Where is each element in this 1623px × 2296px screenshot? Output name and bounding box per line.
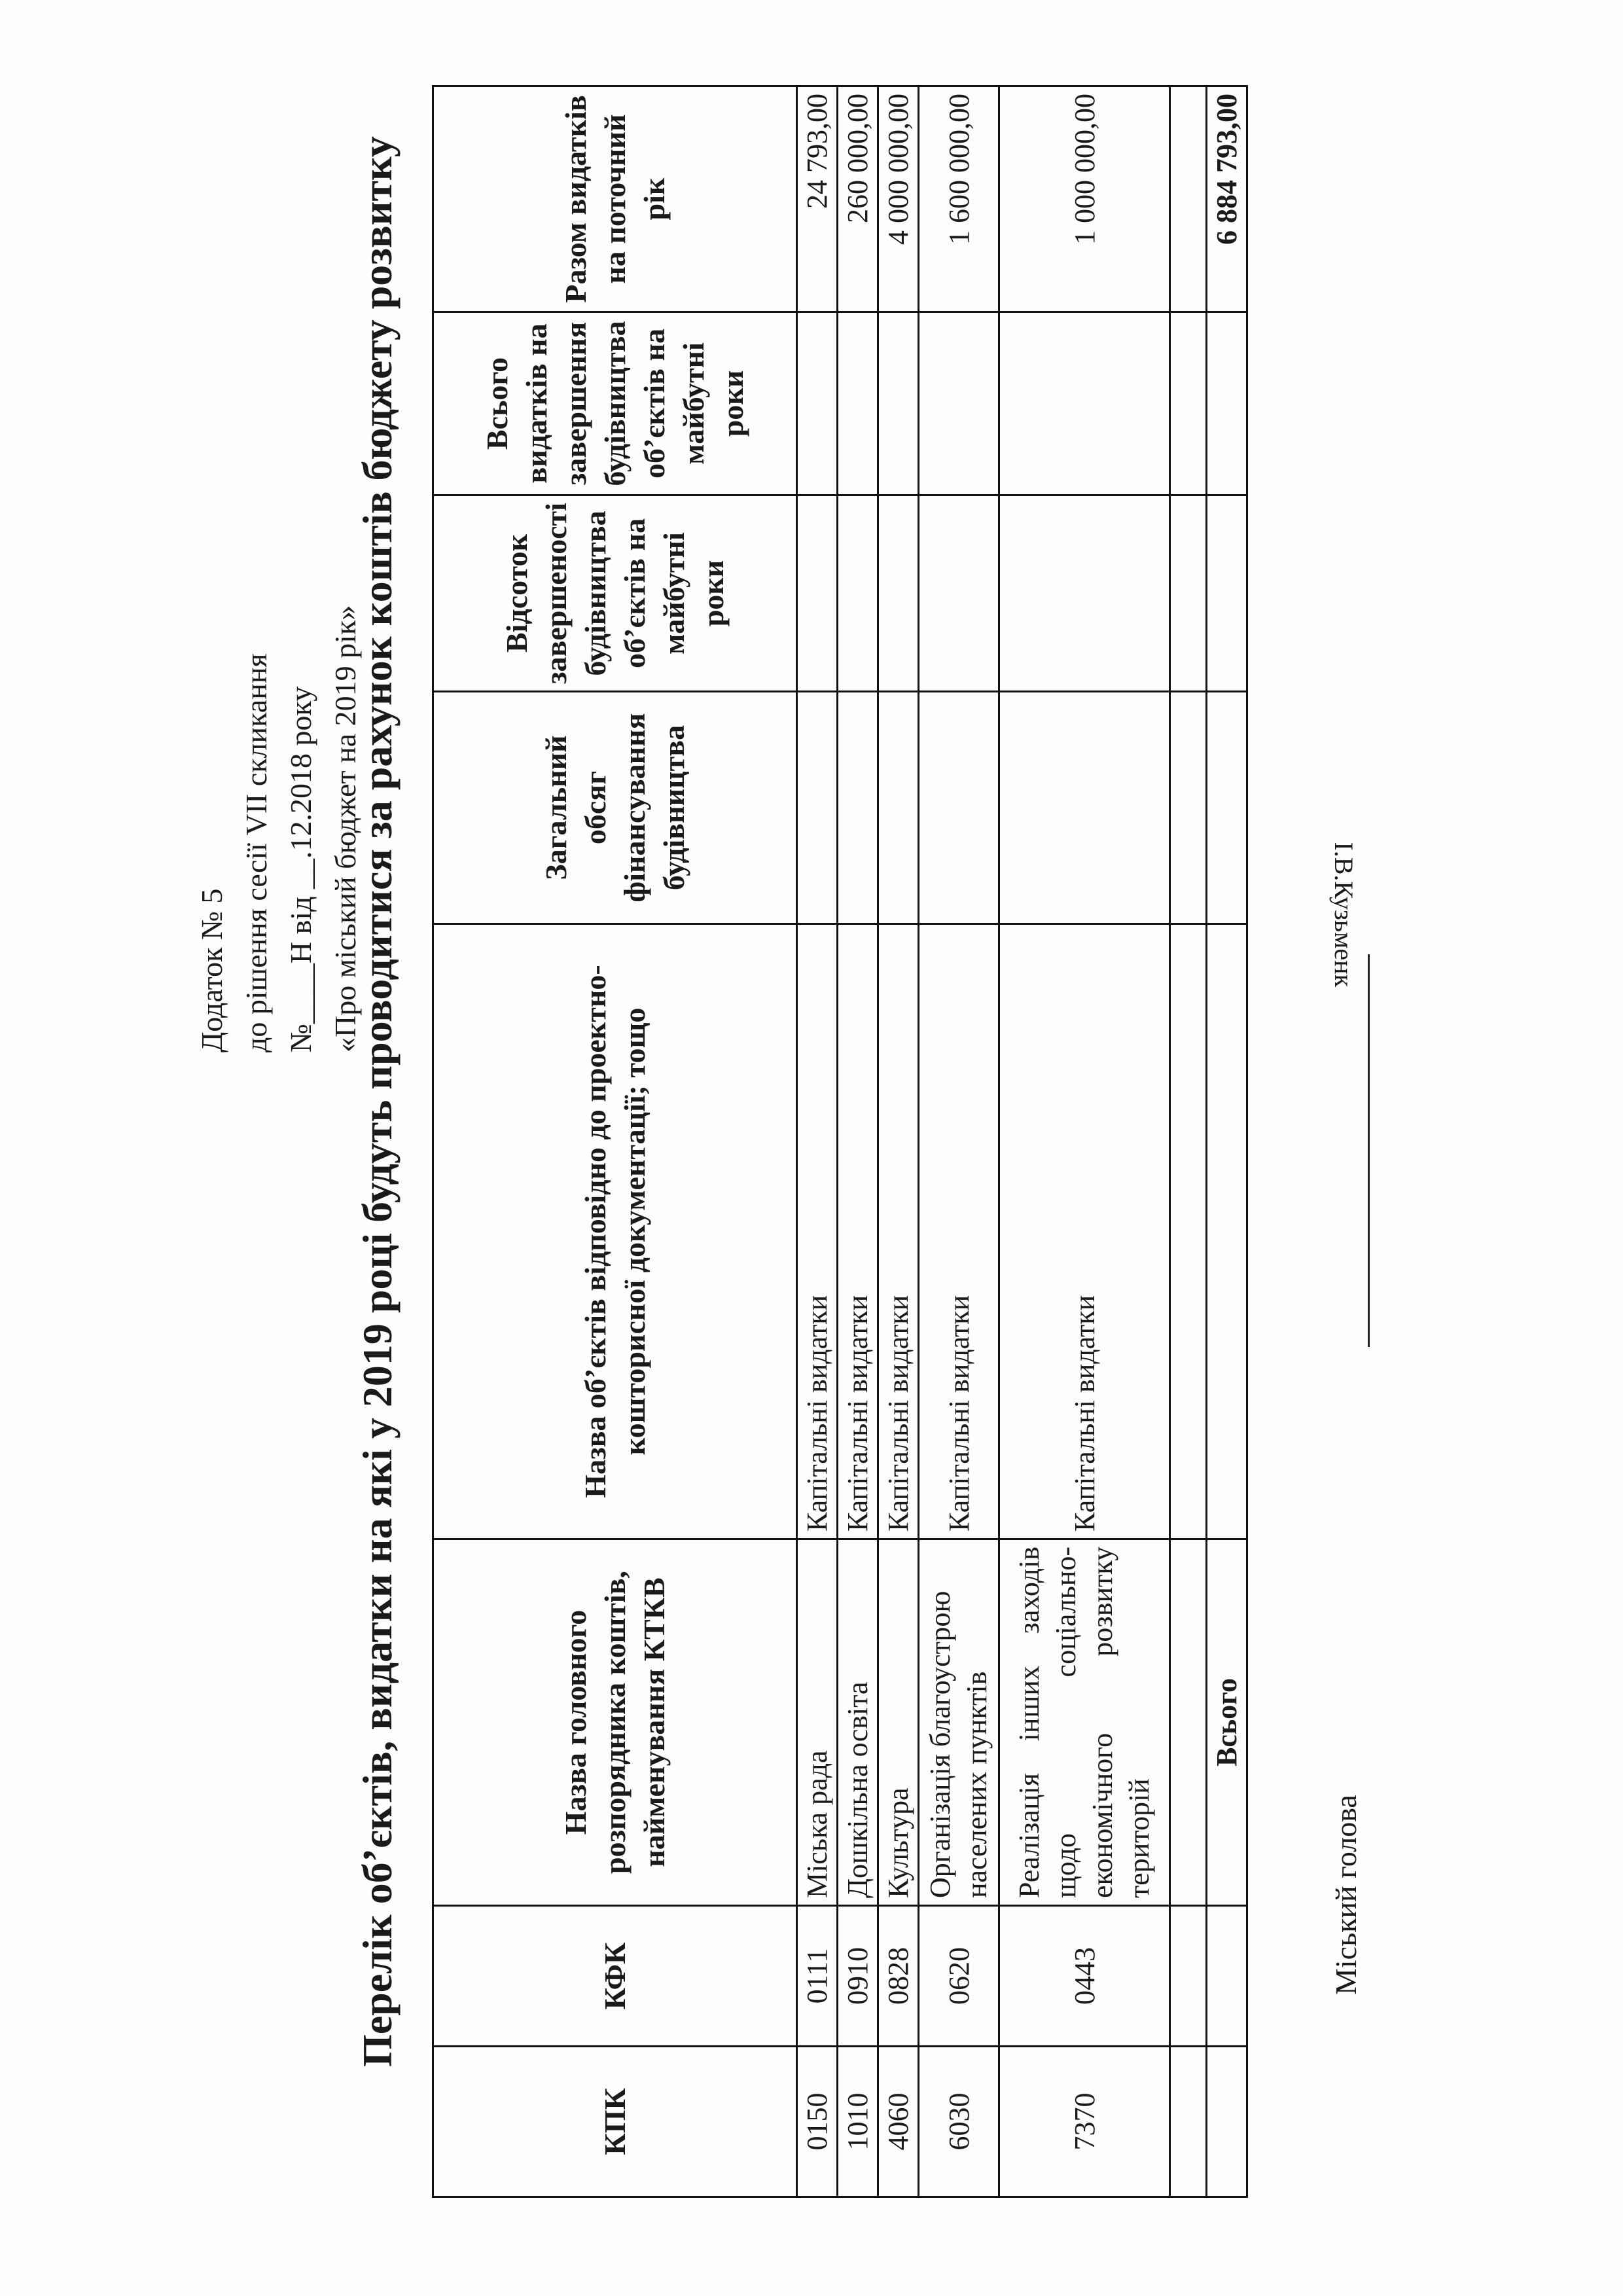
column-header: Всього видатків на завершення будівництва об’єктів на майбутні роки (433, 312, 797, 495)
future-cell (999, 312, 1170, 495)
total-fin-cell (838, 692, 878, 924)
total-fin-cell (999, 692, 1170, 924)
future-cell (797, 312, 838, 495)
kpk-cell: 1010 (838, 2047, 878, 2197)
current-cell: 1 600 000,00 (919, 86, 999, 312)
kpk-cell: 4060 (878, 2047, 919, 2197)
total-label: Всього (1207, 1539, 1247, 1906)
column-header: Назва головного розпорядника коштів, найменування КТКВ (433, 1539, 797, 1906)
column-header: Загальний обсяг фінансування будівництва (433, 692, 797, 924)
kfk-cell: 0910 (838, 1906, 878, 2047)
table-row (919, 86, 999, 2197)
object-cell: Капітальні видатки (919, 924, 999, 1539)
kfk-cell: 0828 (878, 1906, 919, 2047)
appendix-header (190, 605, 368, 1052)
future-cell (919, 312, 999, 495)
signature-line (1368, 954, 1370, 1347)
manager-cell: Організація благоустрою населених пунктів (919, 1539, 999, 1906)
manager-cell: Культура (878, 1539, 919, 1906)
manager-cell: Реалізація інших заходів щодо соціально-економічного розвитку територій (999, 1539, 1170, 1906)
current-cell: 260 000,00 (838, 86, 878, 312)
mayor-name: І.В.Кузьменк (1329, 842, 1359, 987)
table-row-empty (1170, 86, 1207, 2197)
current-cell: 4 000 000,00 (878, 86, 919, 312)
current-cell: 1 000 000,00 (999, 86, 1170, 312)
table-row (878, 86, 919, 2197)
appendix-number: Додаток № 5 (195, 888, 228, 1052)
table-row (999, 86, 1170, 2197)
column-header: Разом видатків на поточний рік (433, 86, 797, 312)
object-cell: Капітальні видатки (999, 924, 1170, 1539)
kfk-cell: 0111 (797, 1906, 838, 2047)
total-fin-cell (919, 692, 999, 924)
total-fin-cell (797, 692, 838, 924)
kfk-cell: 0620 (919, 1906, 999, 2047)
kpk-cell: 6030 (919, 2047, 999, 2197)
table-row (838, 86, 878, 2197)
decision-line: до рішення сесії VII скликання (240, 653, 273, 1052)
column-header: Назва об’єктів відповідно до проектно- кошторисної документації; тощо (433, 924, 797, 1539)
object-cell: Капітальні видатки (797, 924, 838, 1539)
number-line: №____Н від __.12.2018 року (284, 686, 317, 1052)
table-header-row (433, 86, 797, 2197)
total-row (1207, 86, 1247, 2197)
document-title: Перелік об’єктів, видатки на які у 2019 році будуть проводитися за рахунок коштів бюджету розвитку (354, 136, 401, 2067)
kpk-cell: 7370 (999, 2047, 1170, 2197)
percent-cell (797, 495, 838, 692)
budget-table (432, 85, 1248, 2198)
budget-line: «Про міський бюджет на 2019 рік» (329, 605, 362, 1052)
total-fin-cell (878, 692, 919, 924)
object-cell: Капітальні видатки (838, 924, 878, 1539)
column-header: Відсоток завершеності будівництва об’єктів на майбутні роки (433, 495, 797, 692)
percent-cell (838, 495, 878, 692)
manager-cell: Міська рада (797, 1539, 838, 1906)
column-header: КФК (433, 1906, 797, 2047)
kfk-cell: 0443 (999, 1906, 1170, 2047)
column-header: КПК (433, 2047, 797, 2197)
percent-cell (878, 495, 919, 692)
total-value: 6 884 793,00 (1207, 86, 1247, 312)
kpk-cell: 0150 (797, 2047, 838, 2197)
object-cell: Капітальні видатки (878, 924, 919, 1539)
future-cell (878, 312, 919, 495)
table-row (797, 86, 838, 2197)
future-cell (838, 312, 878, 495)
mayor-label: Міський голова (1329, 1795, 1363, 1995)
percent-cell (919, 495, 999, 692)
percent-cell (999, 495, 1170, 692)
current-cell: 24 793,00 (797, 86, 838, 312)
manager-cell: Дошкільна освіта (838, 1539, 878, 1906)
